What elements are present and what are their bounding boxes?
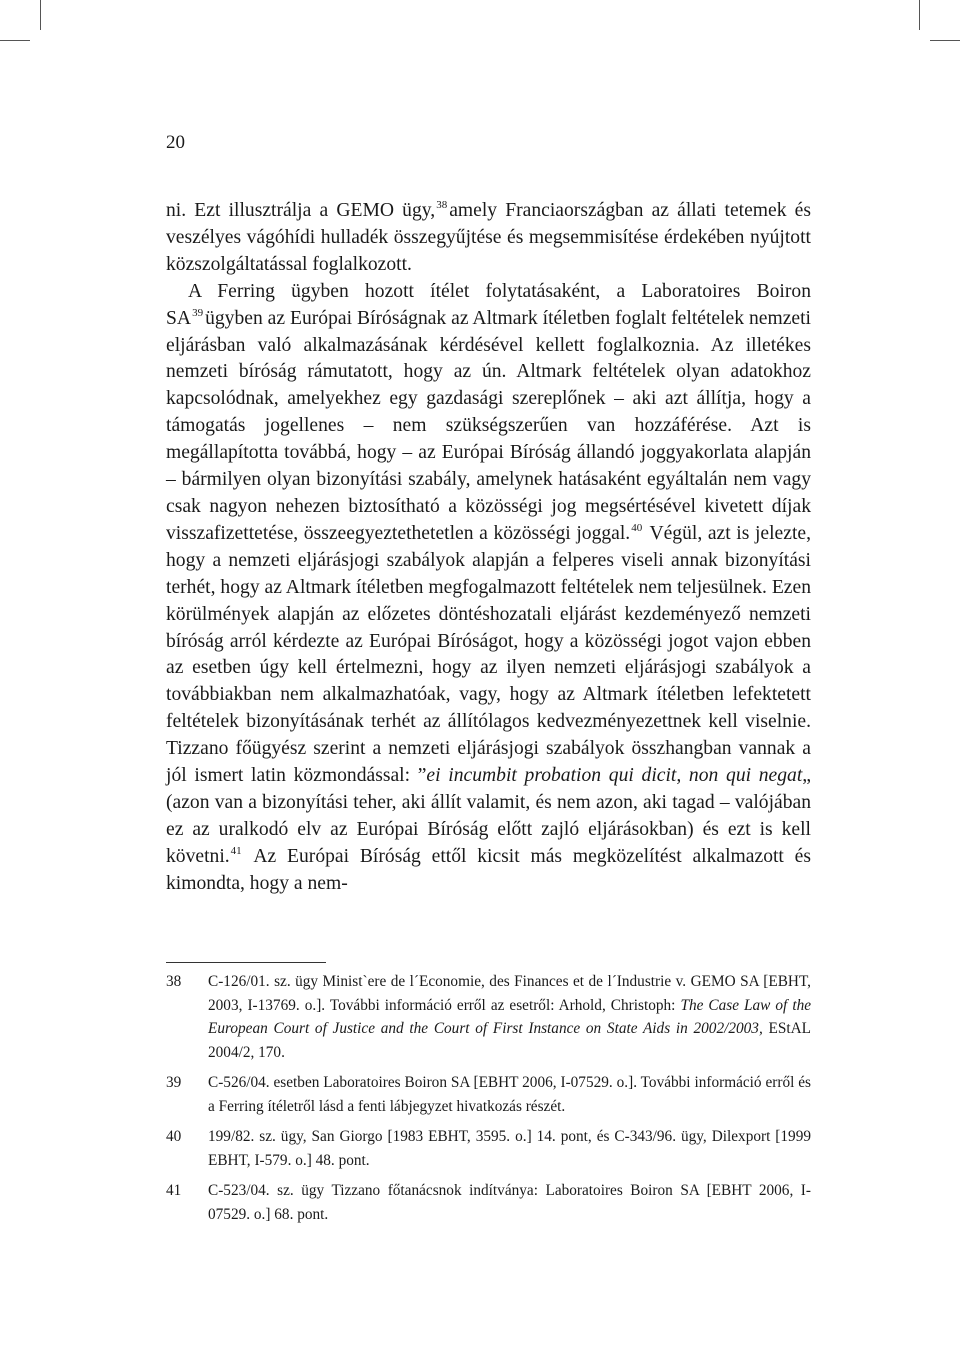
crop-mark (919, 0, 920, 30)
page-number: 20 (166, 132, 185, 153)
footnote-38 (166, 970, 811, 1064)
footnote-text: C-526/04. esetben Laboratoires Boiron SA [EBHT 2006, I-07529. o.]. További információ erről és a Ferring ítéletről lásd a fenti lábjegyzet hivatkozás részét. (208, 1074, 811, 1115)
latin-quote: ei incumbit probation qui dicit, non qui negat (426, 765, 803, 787)
footnote-41 (166, 1179, 811, 1226)
footnote-divider (166, 962, 326, 963)
crop-mark (40, 0, 41, 30)
footnote-number: 41 (166, 1182, 182, 1199)
footnote-ref: 41 (230, 845, 242, 858)
footnote-ref: 38 (436, 199, 448, 212)
body-text (166, 198, 811, 898)
footnote-ref: 40 (631, 522, 643, 535)
footnote-40 (166, 1125, 811, 1172)
crop-mark (930, 40, 960, 41)
cited-title: The Case Law of the European Court of Justice and the Court of First Instance on State Aids in 2002/2003, (208, 996, 812, 1037)
footnote-number: 39 (166, 1074, 182, 1091)
crop-mark (0, 40, 30, 41)
footnote-39 (166, 1071, 811, 1118)
footnote-number: 38 (166, 973, 182, 990)
footnote-text: C-523/04. sz. ügy Tizzano főtanácsnok indítványa: Laboratoires Boiron SA [EBHT 2006, I-07529. o.] 68. pont. (208, 1182, 811, 1223)
paragraph: ni. Ezt illusztrálja a GEMO ügy,$^{38}$ amely Franciaországban az állati tetemek és veszélyes vágóhídi hulladék összegyűjtése és megsemmisítése érdekében nyújtott közszolgáltatással foglalkozott. (166, 199, 811, 275)
paragraph: A Ferring ügyben hozott ítélet folytatásaként, a Laboratoires Boiron SA$^{39}$ ügyben az Európai Bíróságnak az Altmark ítéletben foglalt feltételek nemzeti eljárásban való alkalmazásának kérdésével kellett foglalkoznia. Az illetékes nemzeti bíróság rámutatott, hogy az ún. Altmark feltételek olyan adatokhoz kapcsolódnak, amelyekhez egy gazdasági szereplőnek – aki azt állítja, hogy a támogatás jogellenes – nem szükségszerűen van hozzáférése. Azt is megállapította továbbá, hogy – az Európai Bíróság állandó joggyakorlata alapján – bármilyen olyan bizonyítási szabály, amelynek hatásaként egyáltalán nem vagy csak nagyon nehezen biztosítható a közösségi jog megsértésével kivetett díjak visszafizettetése, összeegyeztethetetlen a közösségi joggal.$^{40}$ Végül, azt is jelezte, hogy a nemzeti eljárásjogi szabályok alapján a felperes viseli annak bizonyítási terhét, hogy az Altmark ítéletben megfogalmazott feltételek nem teljesülnek. Ezen körülmények alapján az előzetes döntéshozatali eljárást kezdeményező nemzeti bíróság arról kérdezte az Európai Bíróságot, hogy a közösségi jogot vajon ebben az esetben úgy kell értelmezni, hogy az ilyen nemzeti eljárásjogi szabályok a továbbiakban nem alkalmazhatóak, vagy, hogy az Altmark ítéletben lefektetett feltételek bizonyításának terhét az állítólagos kedvezményezettnek kell viselnie. Tizzano főügyész szerint a nemzeti eljárásjogi szabályok összhangban vannak a jól ismert latin közmondással: ”ei incumbit probation qui dicit, non qui negat„ (azon van a bizonyítási teher, aki állít valamit, és nem azon, aki tagad – valójában ez az uralkodó elv az Európai Bíróság előtt zajló eljárásokban) és ezt is kell követni.$^{41}$ Az Európai Bíróság ettől kicsit más megközelítést alkalmazott és kimondta, hogy a nem- (166, 280, 811, 894)
footnote-text: 199/82. sz. ügy, San Giorgo [1983 EBHT, 3595. o.] 14. pont, és C-343/96. ügy, Dilexport [1999 EBHT, I-579. o.] 48. pont. (208, 1128, 811, 1169)
footnotes (166, 970, 811, 1233)
footnote-number: 40 (166, 1128, 182, 1145)
footnote-ref: 39 (192, 307, 204, 320)
footnote-text: C-126/01. sz. ügy Minist`ere de l´Economie, des Finances et de l´Industrie v. GEMO SA [EBHT, 2003, I-13769. o.]. További információ erről az esetről: Arhold, Christoph: The Case Law of the European Court of Justice and the Court of First Instance on State Aids in 2002/2003, EStAL 2004/2, 170. (208, 973, 812, 1061)
